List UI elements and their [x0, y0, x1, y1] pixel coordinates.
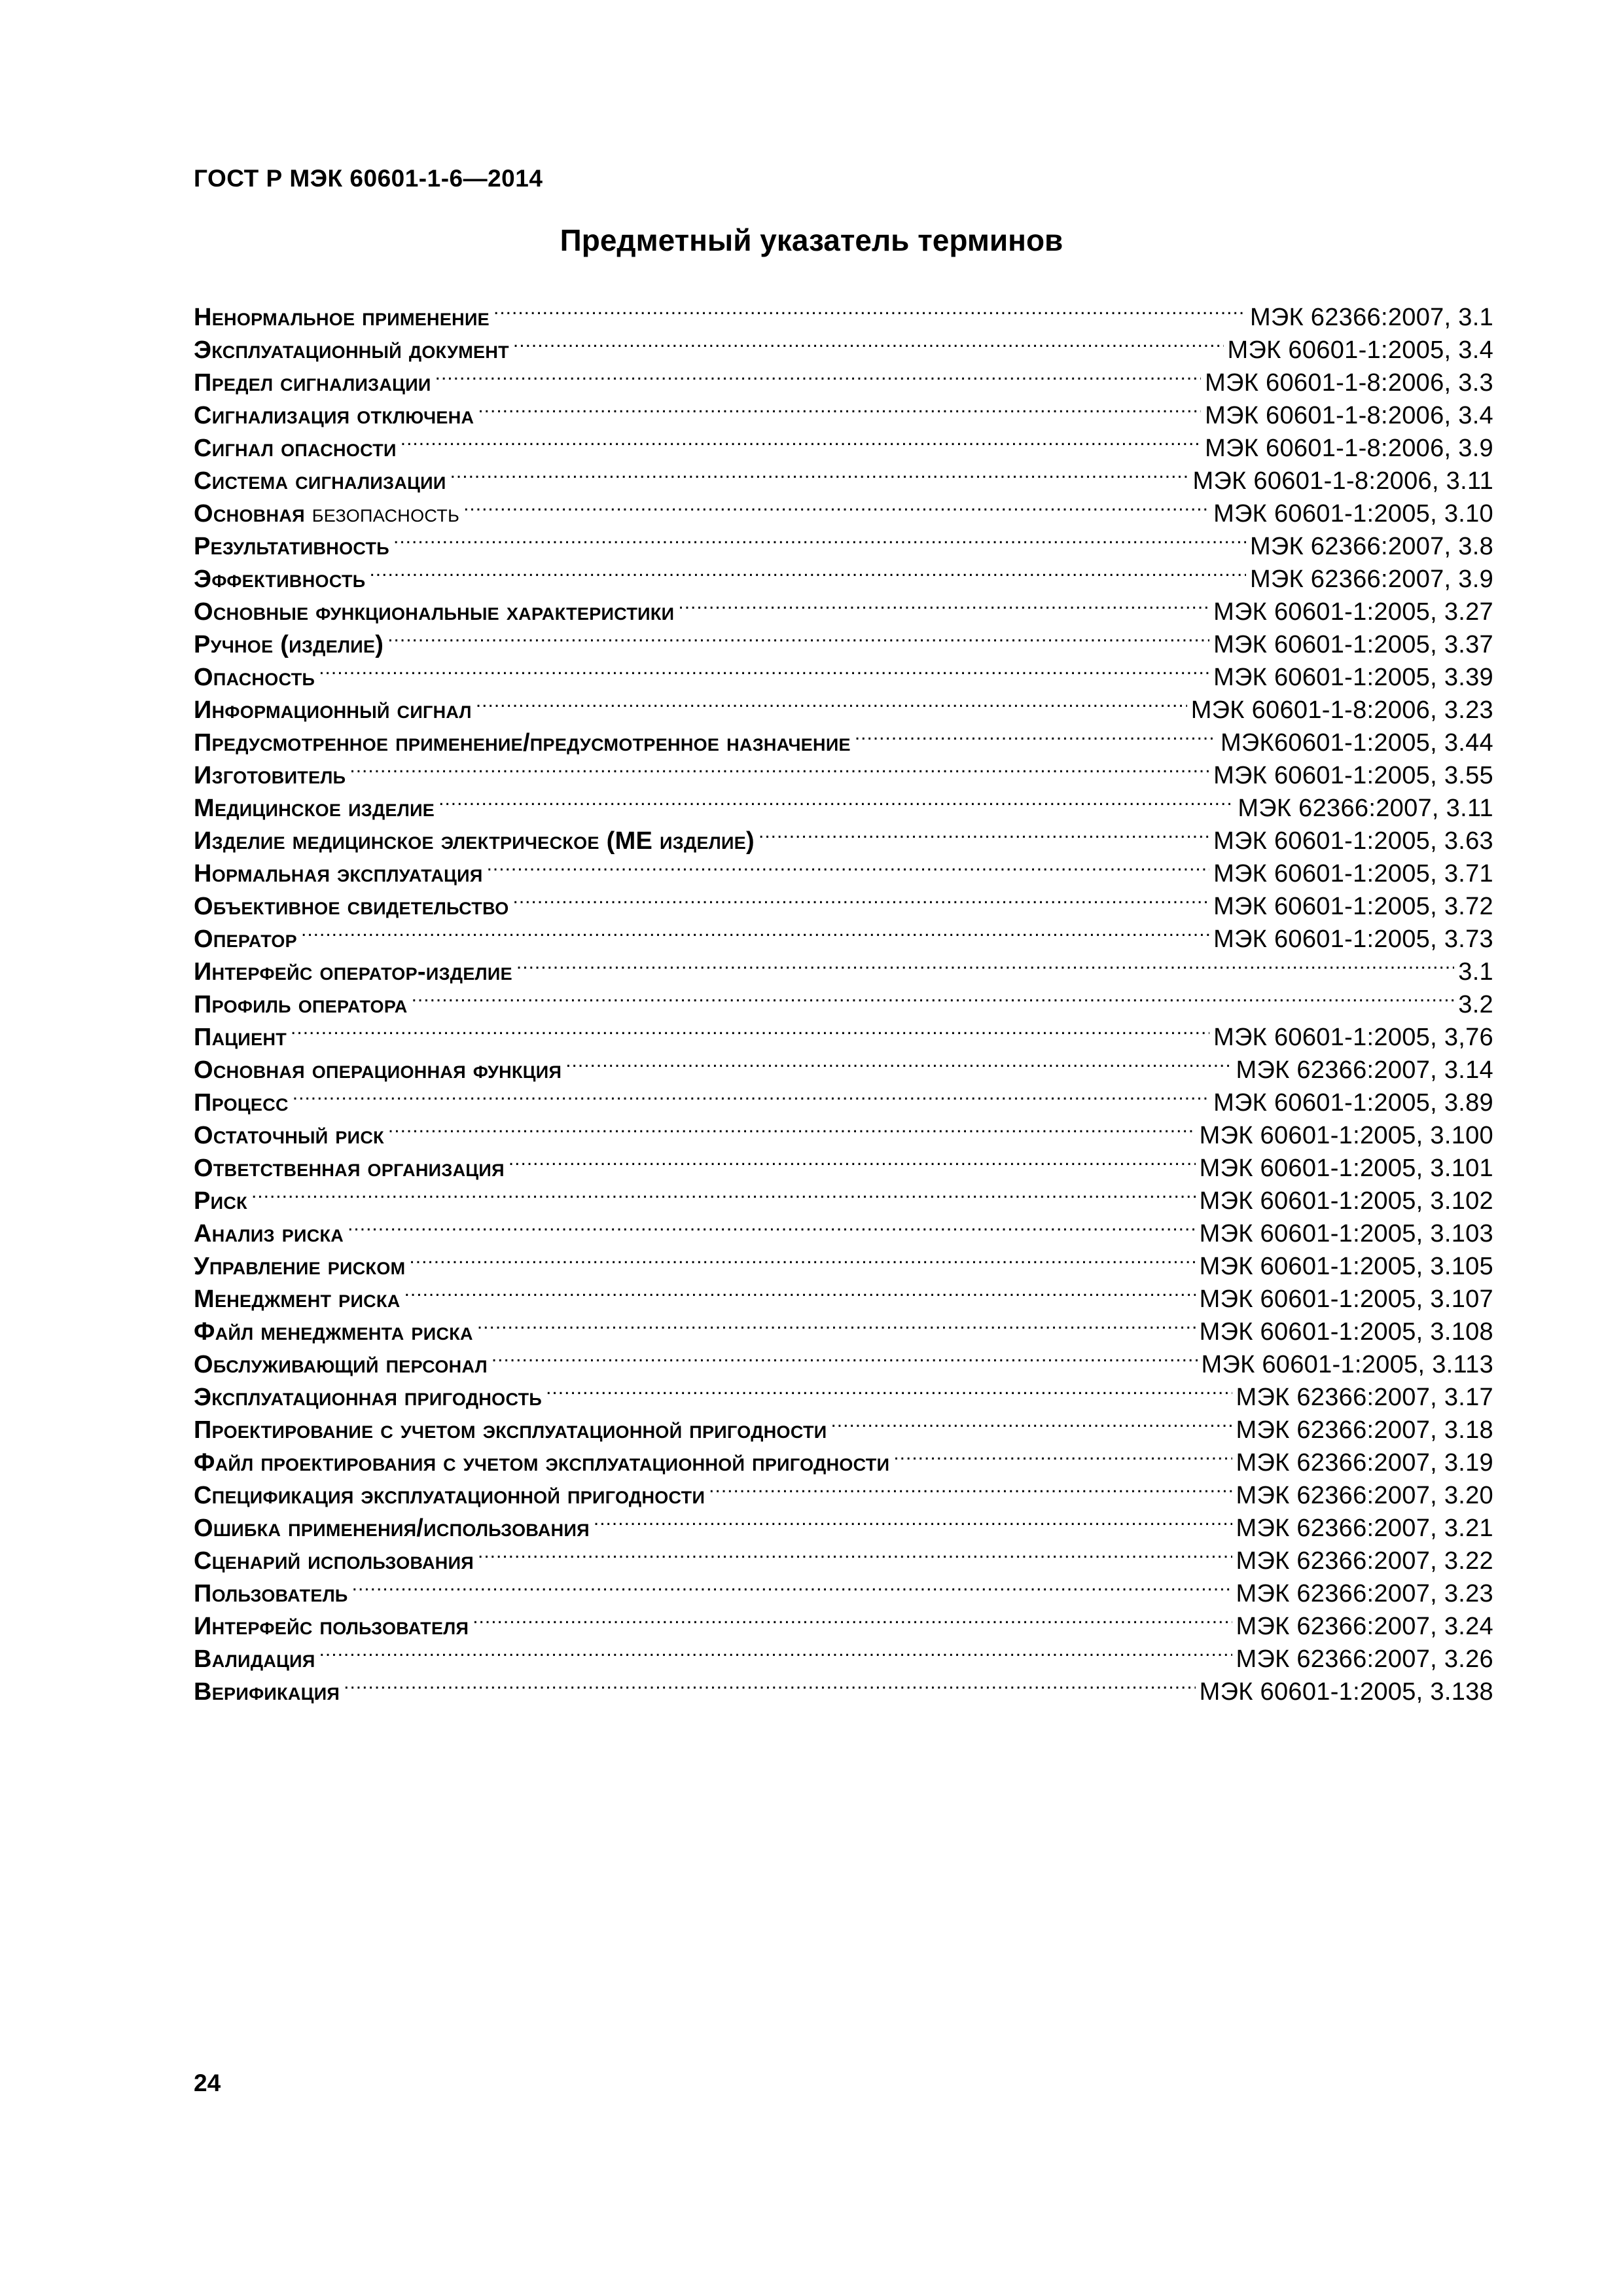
- index-term-text: Предел сигнализации: [194, 369, 431, 397]
- dot-leader: [387, 620, 1209, 653]
- index-reference: МЭК 60601-1:2005, 3.37: [1213, 631, 1493, 658]
- index-term-text: Пользователь: [194, 1580, 348, 1607]
- index-term-text: Объективное свидетельство: [194, 893, 509, 920]
- index-term-text: Управление риском: [194, 1253, 406, 1280]
- index-reference: МЭК 60601-1:2005, 3.138: [1199, 1678, 1493, 1706]
- index-term-text: Обслуживающий персонал: [194, 1351, 488, 1378]
- dot-leader: [516, 947, 1454, 980]
- index-reference: МЭК 62366:2007, 3.21: [1236, 1515, 1493, 1542]
- index-term: [194, 694, 472, 726]
- dot-leader: [319, 653, 1209, 685]
- dot-leader: [393, 522, 1246, 554]
- dot-leader: [450, 456, 1189, 489]
- index-reference: МЭК 60601-1:2005, 3,76: [1213, 1024, 1493, 1051]
- index-term-text: Сигнализация отключена: [194, 402, 474, 429]
- index-reference: МЭК 60601-1-8:2006, 3.23: [1190, 696, 1493, 724]
- index-reference: МЭК 60601-1:2005, 3.108: [1199, 1318, 1493, 1346]
- dot-leader: [476, 685, 1187, 718]
- index-term-text: Эффективность: [194, 565, 366, 593]
- dot-leader: [388, 1111, 1196, 1143]
- index-reference: МЭК 60601-1-8:2006, 3.3: [1205, 369, 1493, 397]
- index-term-text: Нормальная эксплуатация: [194, 860, 483, 888]
- index-term-text: Предусмотренное применение/предусмотренное назначение: [194, 729, 851, 757]
- dot-leader: [251, 1176, 1196, 1209]
- dot-leader: [352, 1569, 1232, 1602]
- dot-leader: [412, 980, 1455, 1013]
- dot-leader: [293, 1078, 1209, 1111]
- dot-leader: [478, 391, 1201, 423]
- index-reference: МЭК 62366:2007, 3.17: [1236, 1384, 1493, 1411]
- index-term-text: Спецификация эксплуатационной пригодности: [194, 1482, 705, 1509]
- dot-leader: [478, 1536, 1232, 1569]
- index-reference: МЭК 60601-1:2005, 3.105: [1199, 1253, 1493, 1280]
- index-reference: МЭК 62366:2007, 3.1: [1249, 304, 1493, 331]
- dot-leader: [319, 1634, 1232, 1667]
- index-term-text: Ненормальное применение: [194, 304, 490, 331]
- index-term-text: Профиль оператора: [194, 991, 408, 1018]
- index-reference: МЭК 60601-1:2005, 3.113: [1201, 1351, 1493, 1378]
- dot-leader: [678, 587, 1209, 620]
- index-term-text: Информационный сигнал: [194, 696, 472, 724]
- dot-leader: [435, 358, 1202, 391]
- index-term: [194, 1381, 542, 1414]
- index-term-text: Валидация: [194, 1645, 315, 1673]
- index-reference: МЭК 60601-1-8:2006, 3.4: [1205, 402, 1493, 429]
- index-reference: МЭК 62366:2007, 3.8: [1249, 533, 1493, 560]
- dot-leader: [401, 423, 1201, 456]
- index-reference: МЭК 60601-1:2005, 3.39: [1213, 664, 1493, 691]
- index-term-text: Сигнал опасности: [194, 435, 397, 462]
- index-term-text: Сценарий использования: [194, 1547, 474, 1575]
- page-number: 24: [194, 2070, 221, 2096]
- index-term-text: Ответственная организация: [194, 1155, 505, 1182]
- index-term: [194, 1676, 340, 1708]
- index-term-text: Интерфейс пользователя: [194, 1613, 469, 1640]
- index-term: [194, 1316, 473, 1348]
- index-reference: МЭК 62366:2007, 3.26: [1236, 1645, 1493, 1673]
- index-term: [194, 1185, 247, 1217]
- index-term-text: Файл менеджмента риска: [194, 1318, 473, 1346]
- index-term-text: Пациент: [194, 1024, 287, 1051]
- index-reference: МЭК 60601-1:2005, 3.10: [1213, 500, 1493, 528]
- dot-leader: [830, 1405, 1232, 1438]
- dot-leader: [565, 1045, 1232, 1078]
- index-term: [194, 1283, 401, 1316]
- dot-leader: [893, 1438, 1232, 1471]
- index-term-text: Результативность: [194, 533, 389, 560]
- index-term-text: Основная операционная функция: [194, 1056, 562, 1084]
- index-reference: МЭК 60601-1:2005, 3.63: [1213, 827, 1493, 855]
- index-term-text: Процесс: [194, 1089, 289, 1117]
- index-term-text: Изделие медицинское электрическое (ME изделие): [194, 827, 755, 855]
- index-reference: МЭК 60601-1:2005, 3.107: [1199, 1285, 1493, 1313]
- index-reference: МЭК 60601-1:2005, 3.103: [1199, 1220, 1493, 1247]
- dot-leader: [409, 1242, 1195, 1274]
- index-entry: [194, 293, 1493, 331]
- dot-leader: [463, 489, 1209, 522]
- index-reference: МЭК 60601-1:2005, 3.102: [1199, 1187, 1493, 1215]
- dot-leader: [348, 1209, 1196, 1242]
- index-reference: МЭК 60601-1:2005, 3.101: [1199, 1155, 1493, 1182]
- index-term-text: Опасность: [194, 664, 315, 691]
- index-reference: МЭК60601-1:2005, 3.44: [1220, 729, 1493, 757]
- index-term: [194, 857, 483, 890]
- term-index-list: [194, 293, 1493, 1706]
- dot-leader: [344, 1667, 1196, 1700]
- index-term-text: Остаточный риск: [194, 1122, 384, 1149]
- index-term-text: Файл проектирования с учетом эксплуатационной пригодности: [194, 1449, 890, 1477]
- index-term-text: Ручное (изделие): [194, 631, 384, 658]
- index-reference: МЭК 62366:2007, 3.20: [1236, 1482, 1493, 1509]
- index-reference: МЭК 62366:2007, 3.14: [1236, 1056, 1493, 1084]
- dot-leader: [473, 1602, 1232, 1634]
- index-reference: МЭК 60601-1:2005, 3.55: [1213, 762, 1493, 789]
- index-reference: МЭК 60601-1:2005, 3.71: [1213, 860, 1493, 888]
- index-term-text: Система сигнализации: [194, 467, 446, 495]
- index-reference: МЭК 62366:2007, 3.19: [1236, 1449, 1493, 1477]
- index-term: [194, 563, 365, 596]
- index-term: [194, 1348, 488, 1381]
- index-reference: МЭК 60601-1-8:2006, 3.11: [1192, 467, 1493, 495]
- dot-leader: [758, 816, 1209, 849]
- dot-leader: [513, 325, 1224, 358]
- index-term-text: Ошибка применения/использования: [194, 1515, 590, 1542]
- index-term-text: Интерфейс оператор-изделие: [194, 958, 512, 986]
- dot-leader: [369, 554, 1245, 587]
- index-term: [194, 661, 315, 694]
- index-term-suffix: безопасность: [304, 500, 460, 528]
- index-term-text: Изготовитель: [194, 762, 346, 789]
- index-reference: МЭК 62366:2007, 3.24: [1236, 1613, 1493, 1640]
- index-term: [194, 1119, 384, 1152]
- index-term: [194, 1021, 287, 1054]
- index-term-text: Риск: [194, 1187, 247, 1215]
- index-term: [194, 432, 397, 465]
- dot-leader: [491, 1340, 1198, 1372]
- dot-leader: [508, 1143, 1196, 1176]
- index-term: [194, 1643, 315, 1676]
- dot-leader: [855, 718, 1217, 751]
- dot-leader: [487, 849, 1210, 882]
- dot-leader: [301, 914, 1209, 947]
- index-term-text: Эксплуатационная пригодность: [194, 1384, 543, 1411]
- index-title: Предметный указатель терминов: [560, 223, 1063, 257]
- document-header: ГОСТ Р МЭК 60601-1-6—2014: [194, 165, 543, 192]
- index-reference: МЭК 62366:2007, 3.9: [1249, 565, 1493, 593]
- index-entry: [194, 1013, 1493, 1051]
- index-term-text: Основные функциональные характеристики: [194, 598, 675, 626]
- index-reference: МЭК 60601-1:2005, 3.89: [1213, 1089, 1493, 1117]
- index-entry: [194, 947, 1493, 986]
- dot-leader: [594, 1503, 1232, 1536]
- index-term-text: Оператор: [194, 925, 297, 953]
- index-reference: МЭК 60601-1:2005, 3.100: [1199, 1122, 1493, 1149]
- index-term-text: Верификация: [194, 1678, 340, 1706]
- index-reference: МЭК 60601-1:2005, 3.72: [1213, 893, 1493, 920]
- dot-leader: [546, 1372, 1232, 1405]
- index-reference: МЭК 62366:2007, 3.11: [1238, 795, 1493, 822]
- index-term: [194, 367, 431, 399]
- dot-leader: [404, 1274, 1196, 1307]
- index-term-text: Проектирование с учетом эксплуатационной пригодности: [194, 1416, 827, 1444]
- dot-leader: [349, 751, 1209, 783]
- index-reference: МЭК 60601-1:2005, 3.73: [1213, 925, 1493, 953]
- index-term: [194, 923, 297, 956]
- index-term: [194, 301, 490, 334]
- index-reference: МЭК 62366:2007, 3.22: [1236, 1547, 1493, 1575]
- index-term-text: Менеджмент риска: [194, 1285, 401, 1313]
- index-term-text: Основная: [194, 500, 305, 528]
- index-reference: МЭК 60601-1:2005, 3.27: [1213, 598, 1493, 626]
- index-reference: МЭК 62366:2007, 3.23: [1236, 1580, 1493, 1607]
- index-reference: 3.2: [1458, 991, 1493, 1018]
- index-reference: МЭК 60601-1:2005, 3.4: [1227, 336, 1493, 364]
- dot-leader: [513, 882, 1210, 914]
- dot-leader: [709, 1471, 1232, 1503]
- index-term: [194, 1086, 289, 1119]
- index-term-text: Медицинское изделие: [194, 795, 435, 822]
- dot-leader: [477, 1307, 1196, 1340]
- dot-leader: [438, 783, 1234, 816]
- index-term: [194, 1217, 344, 1250]
- index-term: [194, 1577, 348, 1610]
- index-reference: МЭК 60601-1-8:2006, 3.9: [1205, 435, 1493, 462]
- index-term-text: Анализ риска: [194, 1220, 344, 1247]
- index-term-text: Эксплуатационный документ: [194, 336, 509, 364]
- index-term: [194, 1414, 827, 1446]
- dot-leader: [493, 293, 1246, 325]
- index-term: [194, 792, 435, 825]
- index-term: [194, 759, 346, 792]
- index-term: [194, 465, 446, 497]
- dot-leader: [291, 1013, 1209, 1045]
- index-term: [194, 530, 389, 563]
- index-term: [194, 1250, 405, 1283]
- index-reference: 3.1: [1458, 958, 1493, 986]
- index-reference: МЭК 62366:2007, 3.18: [1236, 1416, 1493, 1444]
